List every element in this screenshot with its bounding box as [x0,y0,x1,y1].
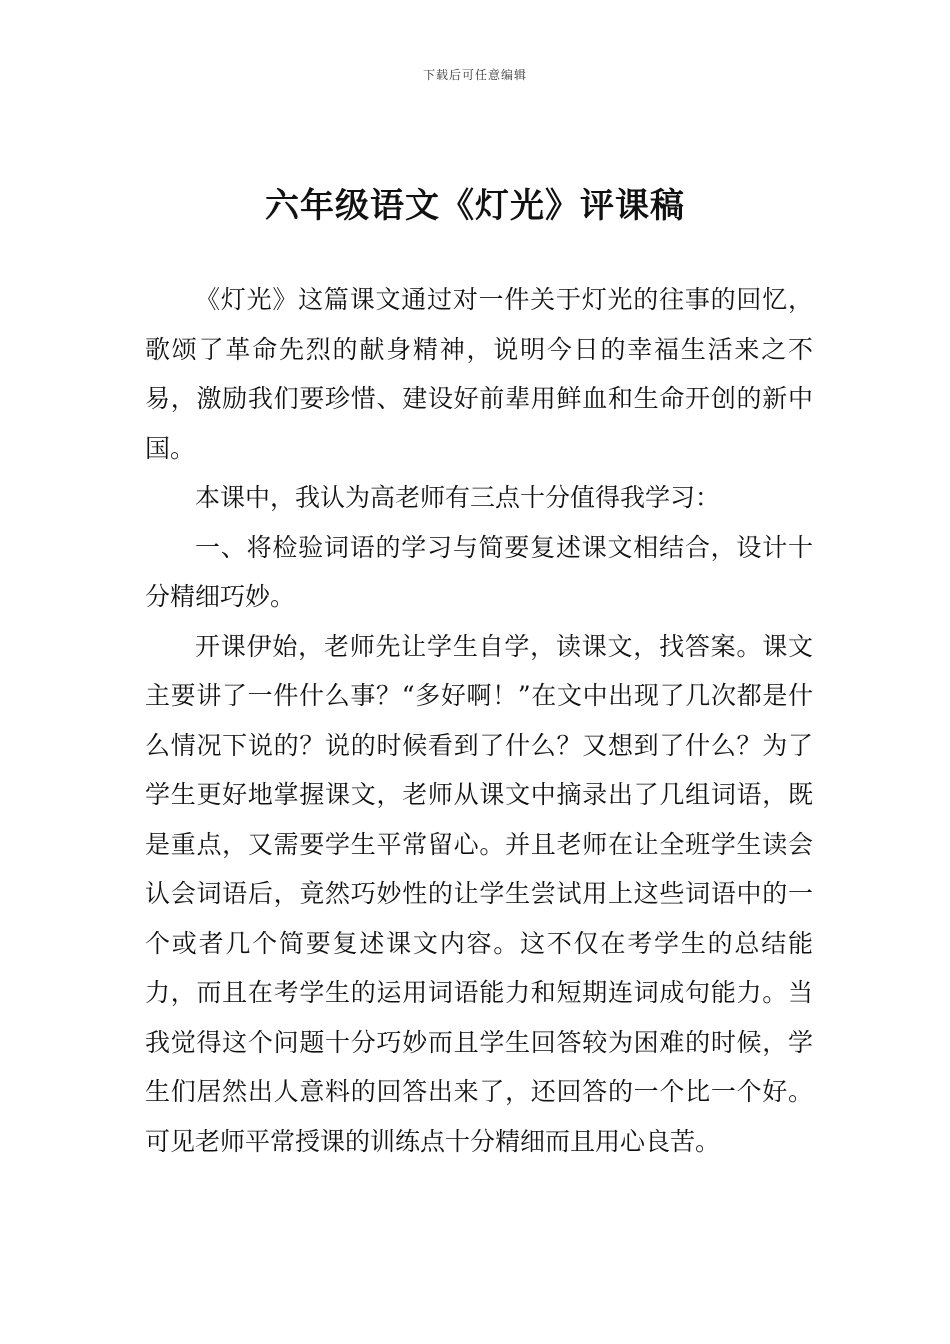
paragraph-point-one: 一、将检验词语的学习与简要复述课文相结合，设计十分精细巧妙。 [145,532,813,611]
document-body [145,275,813,1166]
paragraph-summary-lead: 本课中，我认为高老师有三点十分值得我学习： [195,483,721,512]
header-note: 下载后可任意编辑 [422,68,527,82]
paragraph-point-one-detail: 开课伊始，老师先让学生自学，读课文，找答案。课文主要讲了一件什么事？“多好啊！”在文中出现了几次都是什么情况下说的？说的时候看到了什么？又想到了什么？为了学生更好地掌握课文，老师从课文中摘录出了几组词语，既是重点，又需要学生平常留心。并且老师在让全班学生读会认会词语后，竟然巧妙性的让学生尝试用上这些词语中的一个或者几个简要复述课文内容。这不仅在考学生的总结能力，而且在考学生的运用词语能力和短期连词成句能力。当我觉得这个问题十分巧妙而且学生回答较为困难的时候，学生们居然出人意料的回答出来了，还回答的一个比一个好。可见老师平常授课的训练点十分精细而且用心良苦。 [145,631,813,1156]
paragraph-intro: 《灯光》这篇课文通过对一件关于灯光的往事的回忆，歌颂了革命先烈的献身精神，说明今日的幸福生活来之不易，激励我们要珍惜、建设好前辈用鲜血和生命开创的新中国。 [145,285,813,463]
document-title: 六年级语文《灯光》评课稿 [265,186,685,226]
